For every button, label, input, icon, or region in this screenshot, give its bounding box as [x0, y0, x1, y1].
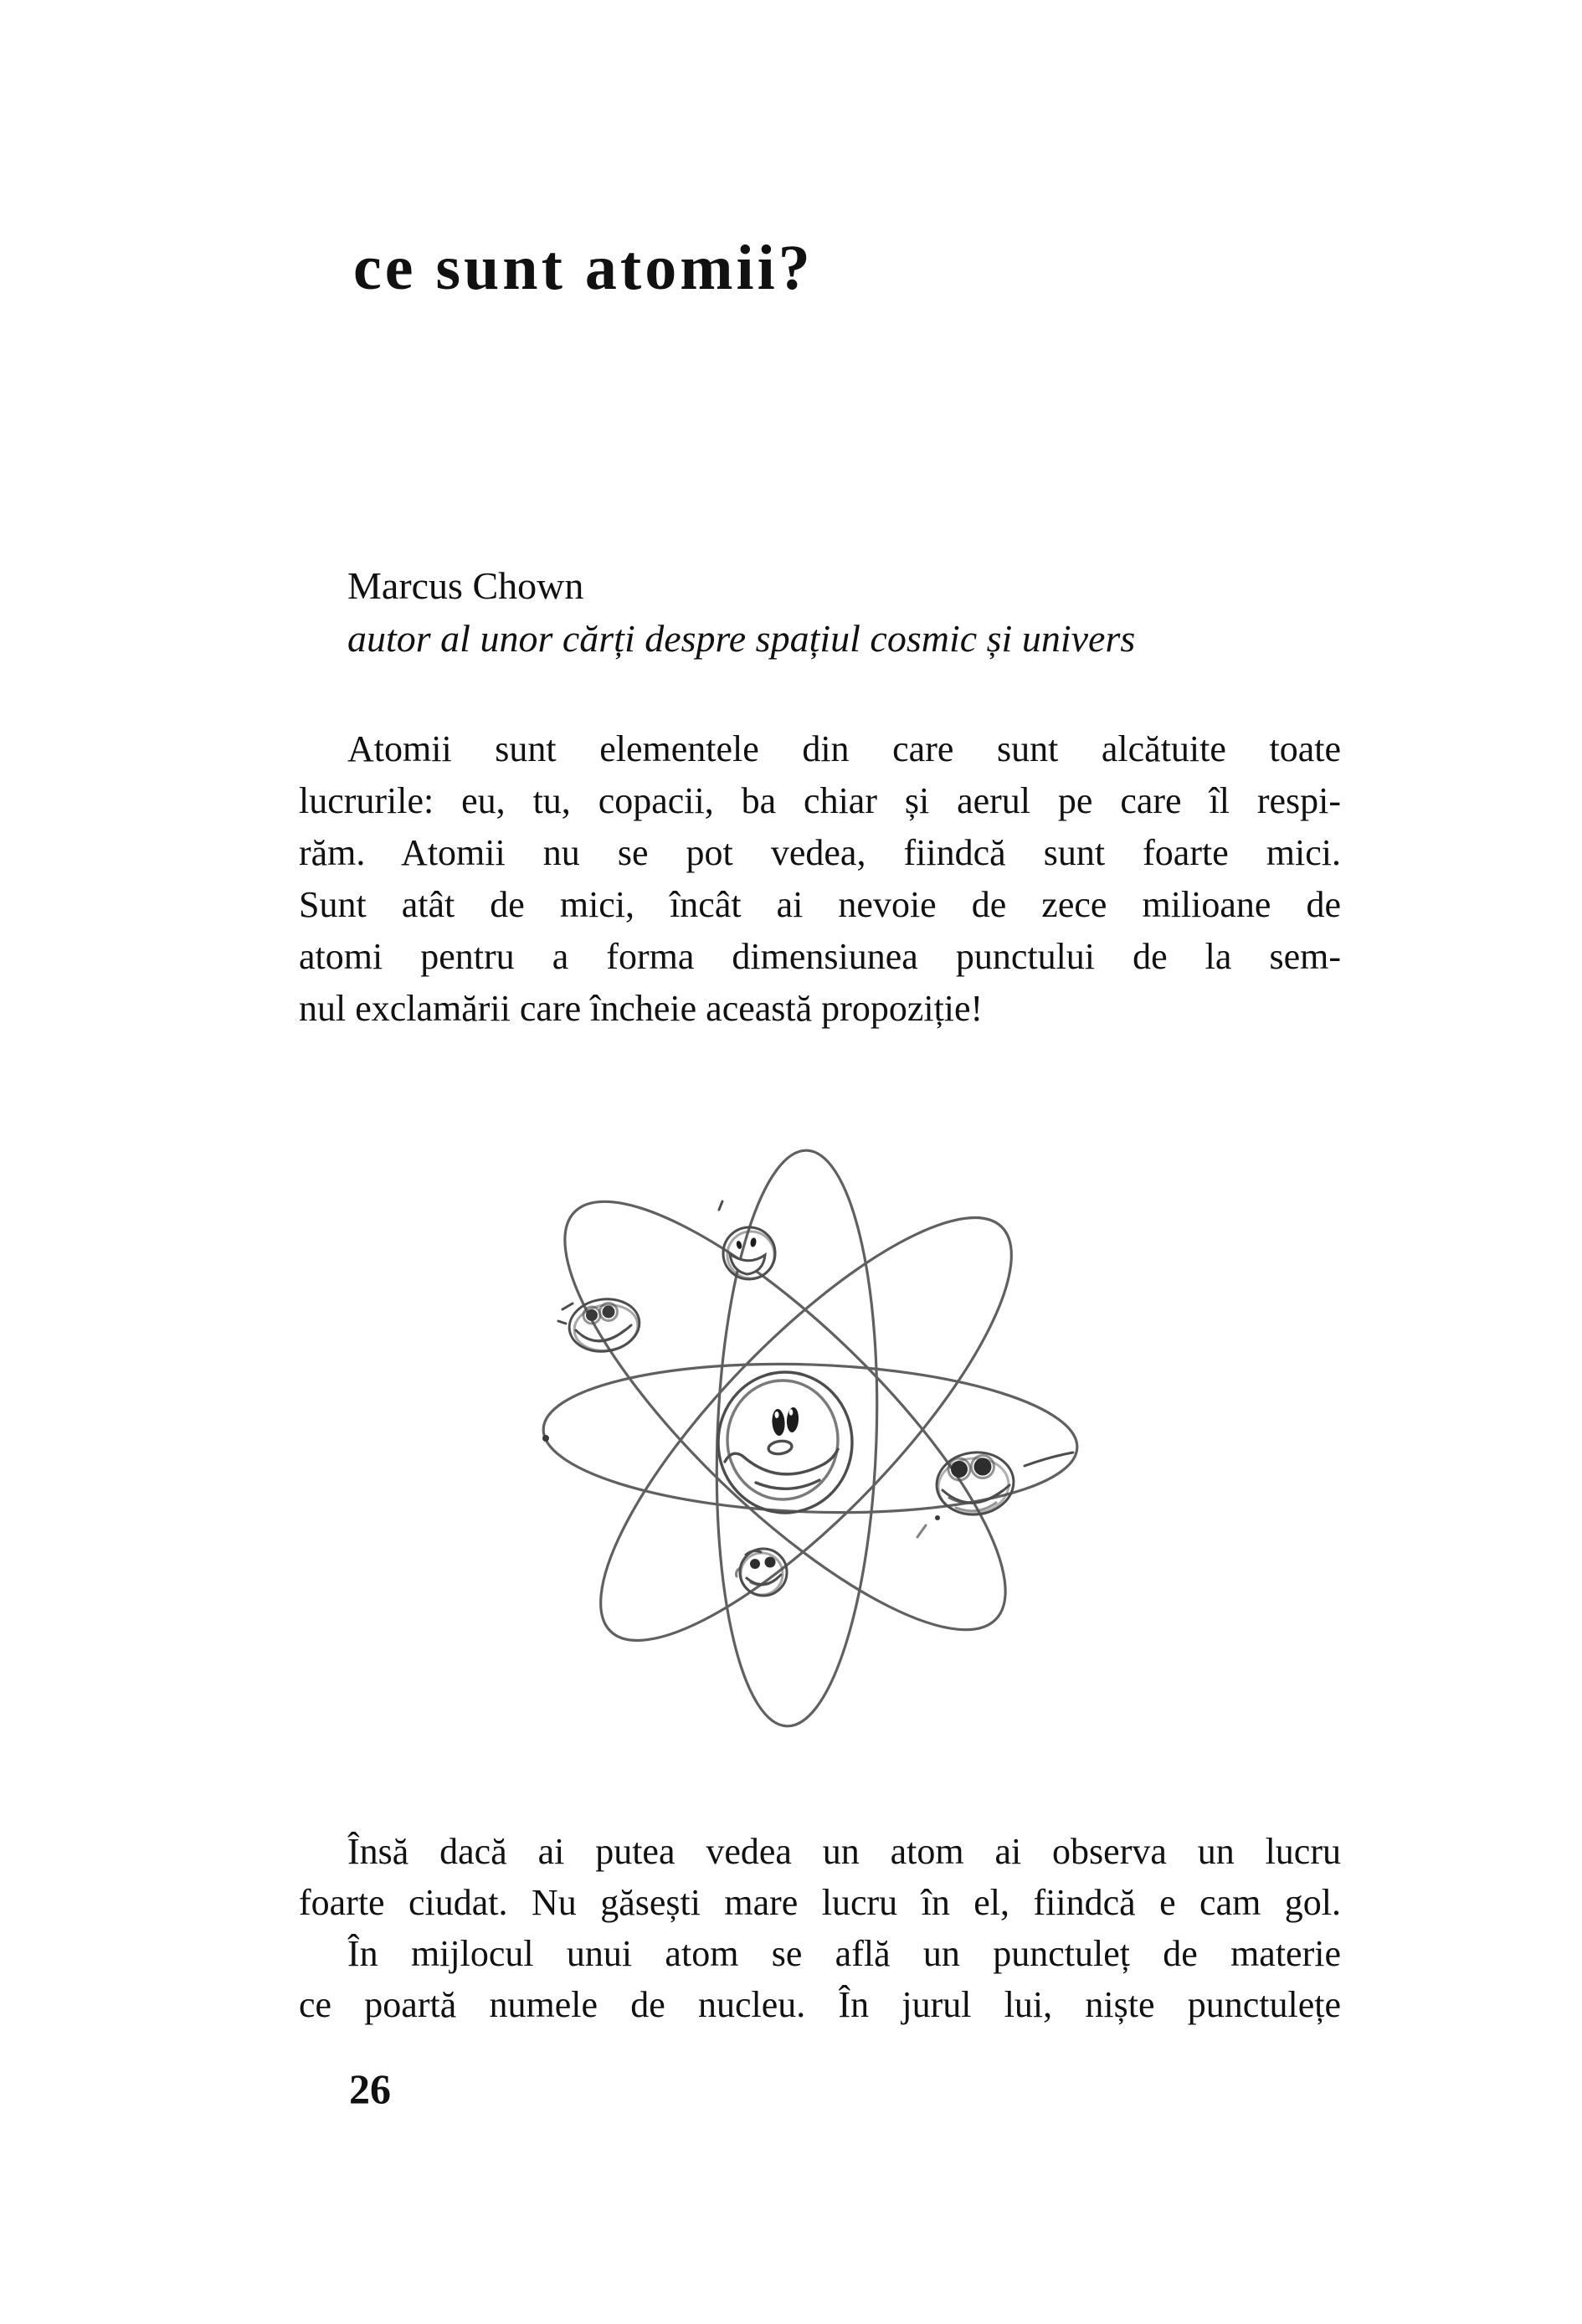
text-line: nul exclamării care încheie această propoziție!: [299, 988, 984, 1029]
text-line: Atomii sunt elementele din care sunt alcătuite toate: [347, 728, 1341, 769]
page-number: 26: [349, 2065, 391, 2112]
text-line: Sunt atât de mici, încât ai nevoie de zece milioane de: [299, 884, 1341, 925]
pencil-dot: [542, 1435, 549, 1442]
nucleus-face: [718, 1372, 852, 1513]
text-line: foarte ciudat. Nu găsești mare lucru în el, fiindcă e cam gol.: [299, 1882, 1341, 1923]
page-title: ce sunt atomii?: [353, 232, 814, 303]
atom-illustration: [512, 1112, 1107, 1748]
paragraph-2-and-3: [299, 1826, 1341, 2030]
text-line: răm. Atomii nu se pot vedea, fiindcă sunt foarte mici.: [299, 832, 1341, 873]
author-block: [347, 559, 1135, 665]
author-bio: autor al unor cărți despre spațiul cosmic și univers: [347, 617, 1136, 660]
text-line: atomi pentru a forma dimensiunea punctului de la sem-: [299, 936, 1341, 977]
text-line: lucrurile: eu, tu, copacii, ba chiar și aerul pe care îl respi-: [299, 780, 1341, 821]
orbit-paths: [512, 1146, 1080, 1729]
electron-face-top: [719, 1201, 775, 1279]
nucleus-nose: [768, 1440, 793, 1456]
text-line: ce poartă numele de nucleu. În jurul lui, niște punctulețe: [299, 1984, 1341, 2025]
text-line: În mijlocul unui atom se află un punctuleț de materie: [347, 1933, 1341, 1974]
nucleus-left-eye: [771, 1409, 785, 1437]
electron-face-left: [558, 1294, 643, 1355]
electron-face-right: [917, 1448, 1073, 1537]
text-line: Însă dacă ai putea vedea un atom ai observa un lucru: [347, 1831, 1341, 1872]
author-name: Marcus Chown: [347, 564, 584, 607]
paragraph-1: [299, 723, 1341, 1035]
